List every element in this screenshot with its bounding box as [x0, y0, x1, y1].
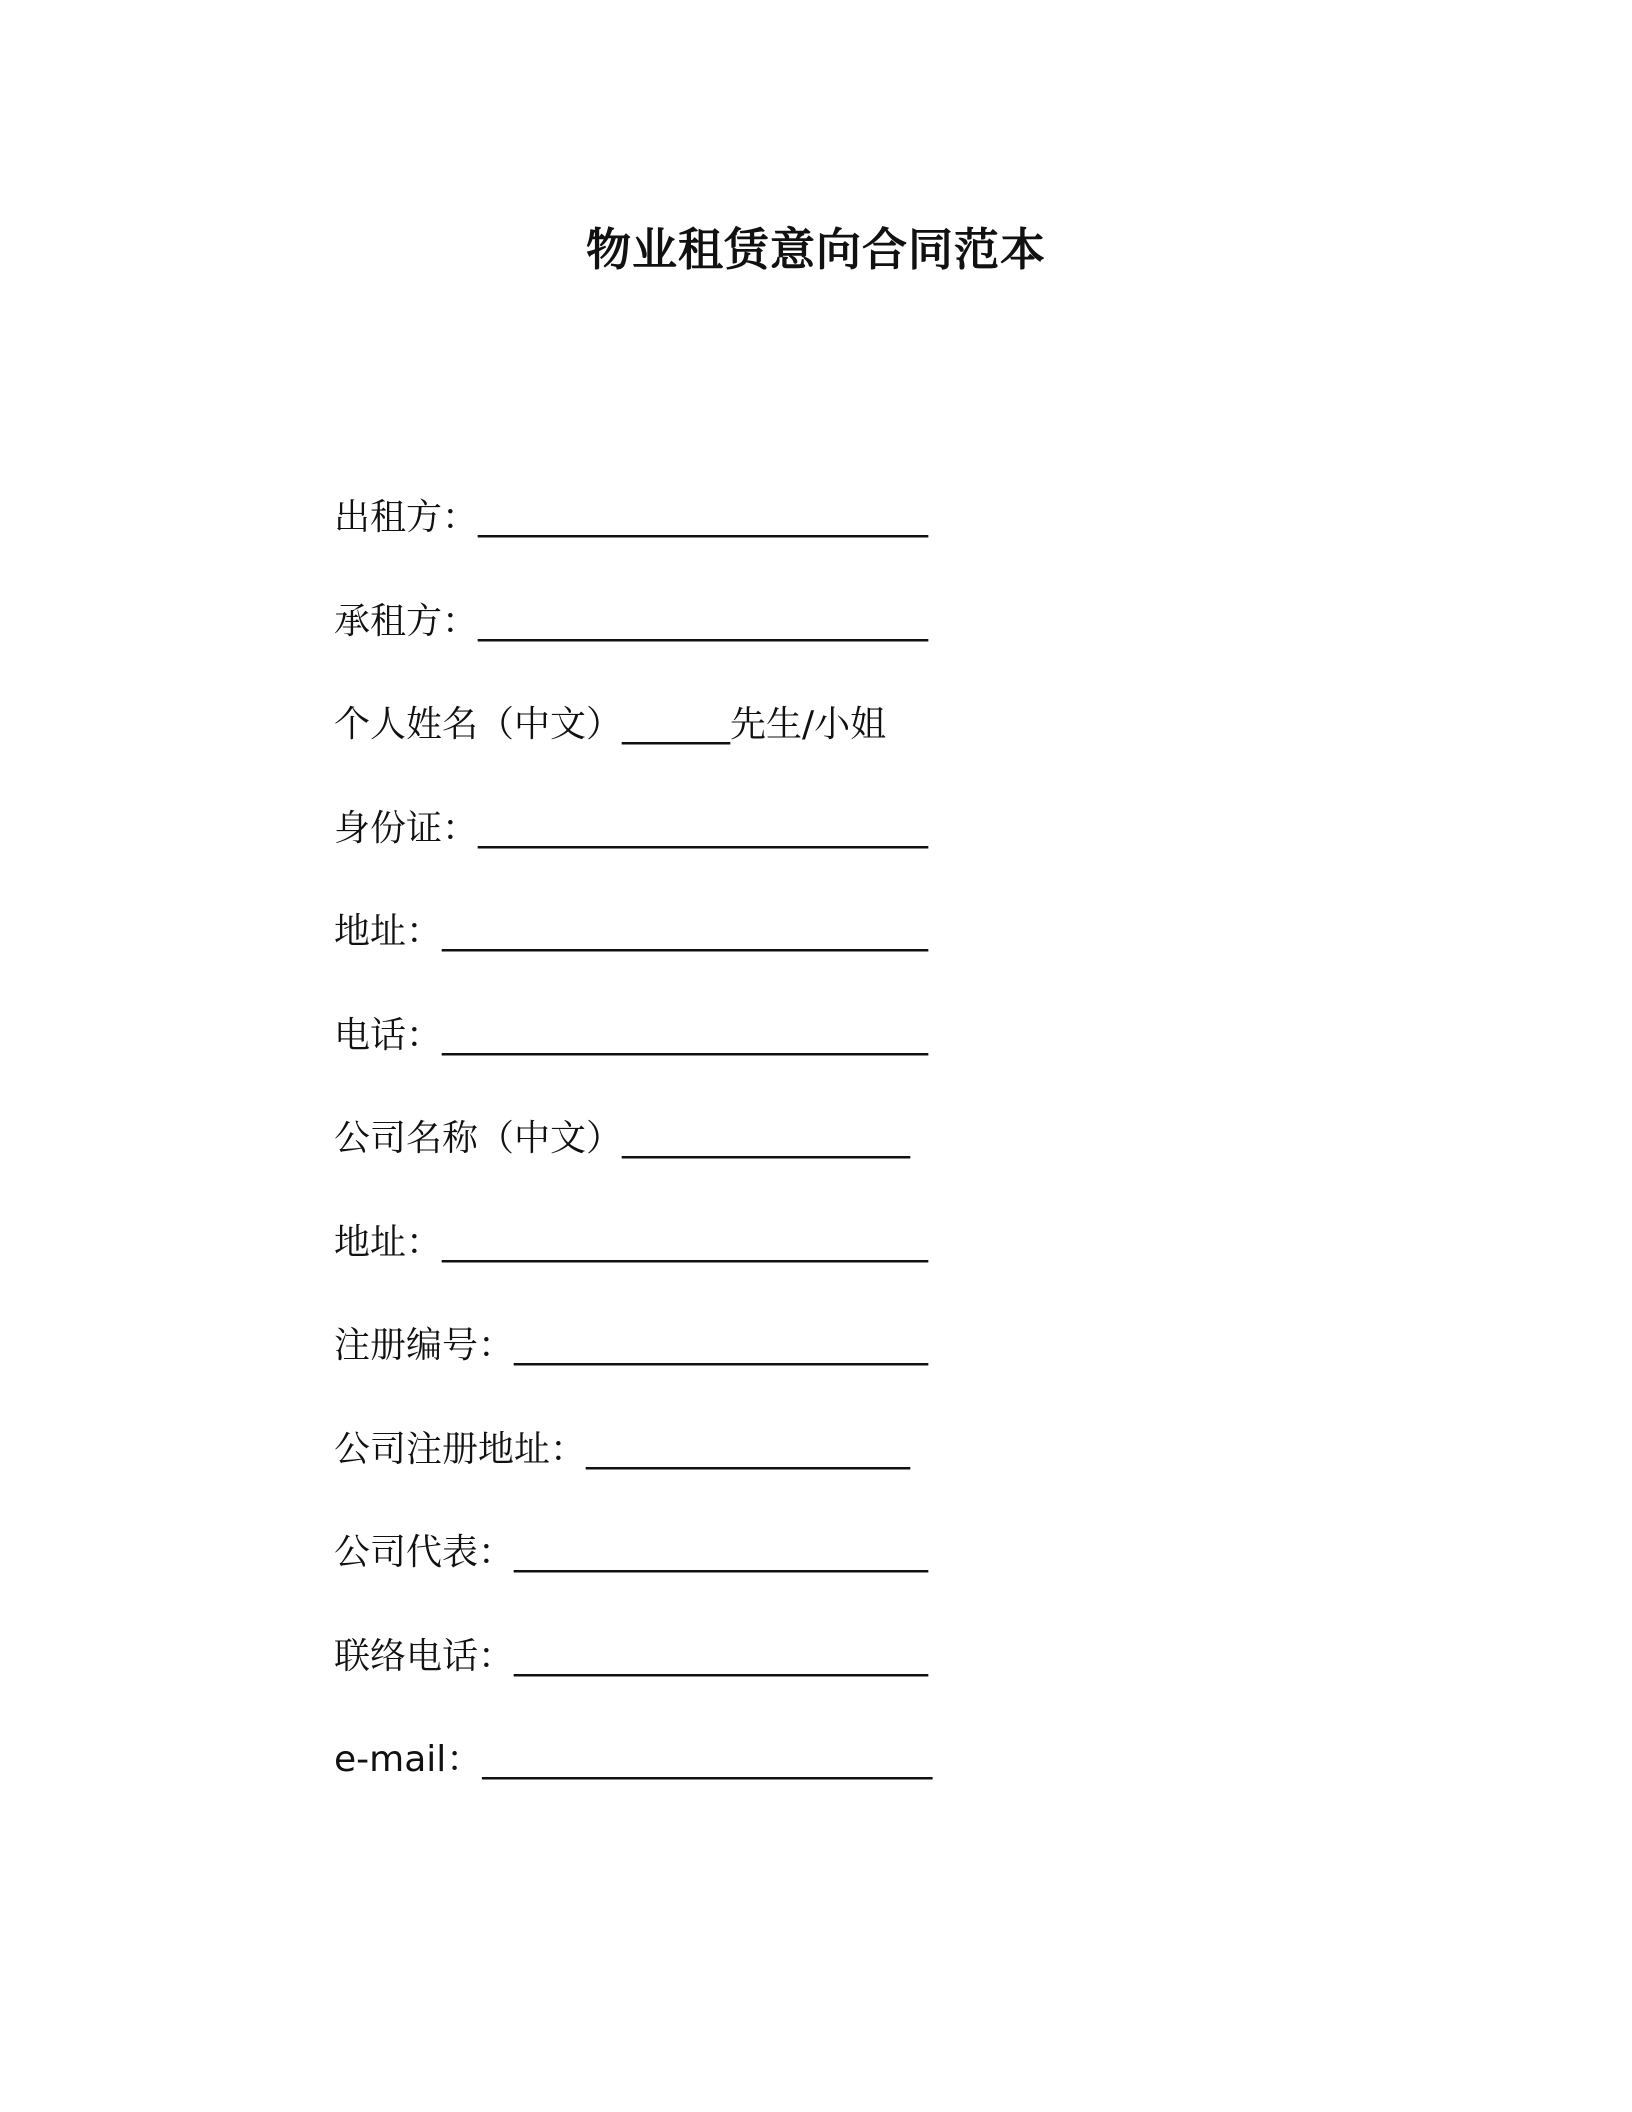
field-label: 公司名称（中文）	[334, 1118, 623, 1159]
field-personal-name	[334, 697, 1334, 801]
field-label: 个人姓名（中文）	[334, 704, 623, 745]
field-blank: ___________________________	[442, 1014, 929, 1056]
field-suffix: 先生/小姐	[730, 704, 887, 745]
field-company-name	[334, 1111, 1334, 1215]
field-lessor	[334, 490, 1334, 594]
field-registered-address	[334, 1422, 1334, 1526]
document-title: 物业租赁意向合同范本	[585, 223, 1046, 276]
field-blank: _______________________	[514, 1635, 929, 1677]
field-label: 身份证：	[334, 807, 479, 849]
field-label: 联络电话：	[334, 1635, 515, 1677]
field-label: 电话：	[334, 1014, 443, 1056]
field-company-representative	[334, 1525, 1334, 1629]
field-blank: _______________________	[514, 1532, 929, 1573]
field-blank: _______________________	[514, 1325, 929, 1366]
field-label: 公司注册地址：	[334, 1428, 587, 1470]
field-id-card	[334, 801, 1334, 905]
field-blank: ______	[622, 704, 731, 745]
field-label: 公司代表：	[334, 1532, 515, 1573]
field-label: e-mail：	[334, 1739, 483, 1780]
form-fields	[334, 490, 1334, 1836]
field-label: 注册编号：	[334, 1325, 515, 1366]
field-blank: ___________________________	[442, 911, 929, 952]
field-blank: _________________________	[478, 497, 929, 538]
field-email	[334, 1732, 1334, 1836]
field-label: 承租方：	[334, 600, 479, 642]
field-blank: ___________________________	[442, 1221, 929, 1263]
field-company-address	[334, 1215, 1334, 1319]
field-phone	[334, 1008, 1334, 1112]
field-blank: __________________	[586, 1428, 911, 1470]
field-registration-number	[334, 1318, 1334, 1422]
field-label: 出租方：	[334, 497, 479, 538]
field-blank: ________________	[622, 1118, 911, 1159]
field-blank: _________________________	[478, 807, 929, 849]
field-label: 地址：	[334, 911, 443, 952]
field-address	[334, 904, 1334, 1008]
field-contact-phone	[334, 1629, 1334, 1733]
field-blank: _________________________	[482, 1739, 933, 1780]
field-blank: _________________________	[478, 600, 929, 642]
field-label: 地址：	[334, 1221, 443, 1263]
field-lessee	[334, 594, 1334, 698]
